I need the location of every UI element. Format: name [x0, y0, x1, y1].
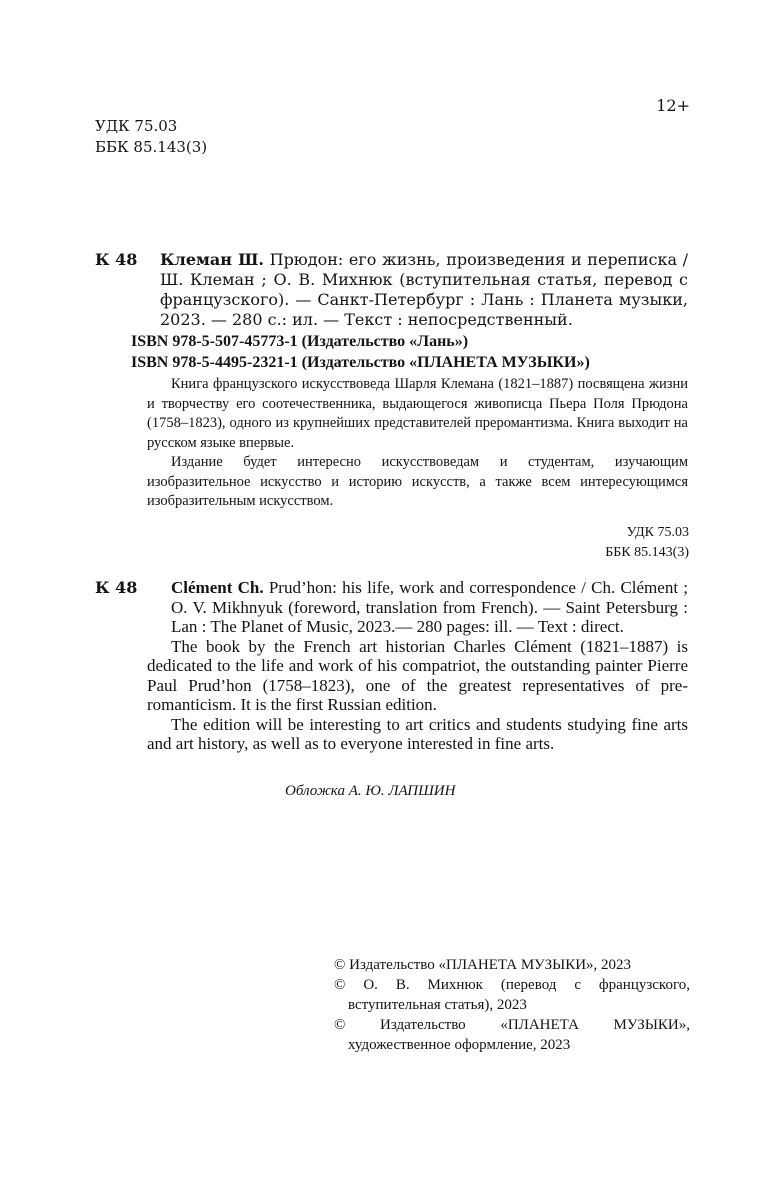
en-entry [147, 578, 688, 754]
isbn-planet: ISBN 978-5-4495-2321-1 (Издательство «ПЛАНЕТА МУЗЫКИ») [131, 354, 590, 371]
isbn-lan: ISBN 978-5-507-45773-1 (Издательство «Лань») [131, 333, 469, 350]
ru-entry-description [160, 250, 688, 330]
ru-entry-author: Клеман Ш. [160, 250, 264, 269]
copyright-block [334, 955, 690, 1055]
ru-annotation [147, 375, 688, 512]
ru-entry-code: К 48 [95, 250, 138, 269]
copyright-line: © О. В. Михнюк (перевод с французского, вступительная статья), 2023 [334, 977, 690, 1013]
en-entry-author: Clément Ch. [171, 578, 264, 597]
ru-entry-title: Прюдон: его жизнь, произведения и переписка / Ш. Клеман ; О. В. Михнюк (вступительная статья, перевод с французского). — Санкт-Петербург : Лань : Планета музыки, 2023. — 280 с.: ил. — Текст : непосредственный. [160, 250, 688, 329]
ru-annotation-paragraph: Книга французского искусствоведа Шарля Клемана (1821–1887) посвящена жизни и творчеству его соотечественника, выдающегося живописца Пьера Поля Прюдона (1758–1823), одного из крупнейших представителей преромантизма. Книга выходит на русском языке впервые. [147, 376, 688, 451]
bbk-code: ББК 85.143(3) [605, 545, 689, 560]
ru-annotation-paragraph: Издание будет интересно искусствоведам и студентам, изучающим изобразительное искусство и историю искусств, а также всем интересующимся изобразительным искусством. [147, 454, 688, 509]
udc-code: УДК 75.03 [95, 117, 178, 135]
udc-code: УДК 75.03 [626, 525, 689, 540]
en-annotation-paragraph: The book by the French art historian Charles Clément (1821–1887) is dedicated to the life and work of his compatriot, the outstanding painter Pierre Paul Prud’hon (1758–1823), one of the greatest representatives of pre-romanticism. It is the first Russian edition. [147, 636, 688, 714]
en-entry-code: К 48 [95, 578, 138, 597]
copyright-line: © Издательство «ПЛАНЕТА МУЗЫКИ», 2023 [334, 957, 632, 973]
en-entry-description [147, 578, 688, 637]
classification-top [95, 116, 207, 158]
copyright-line: © Издательство «ПЛАНЕТА МУЗЫКИ», художественное оформление, 2023 [334, 1017, 690, 1053]
ru-classification [605, 523, 689, 563]
bbk-code: ББК 85.143(3) [95, 138, 208, 156]
en-annotation-paragraph: The edition will be interesting to art critics and students studying fine arts and art history, as well as to everyone interested in fine arts. [147, 714, 688, 753]
en-entry-title: Prud’hon: his life, work and correspondence / Ch. Clément ; O. V. Mikhnyuk (foreword, translation from French). — Saint Petersburg : Lan : The Planet of Music, 2023.— 280 pages: ill. — Text : direct. [171, 578, 689, 636]
cover-credit: Обложка А. Ю. ЛАПШИН [285, 783, 456, 799]
age-rating: 12+ [656, 96, 690, 115]
